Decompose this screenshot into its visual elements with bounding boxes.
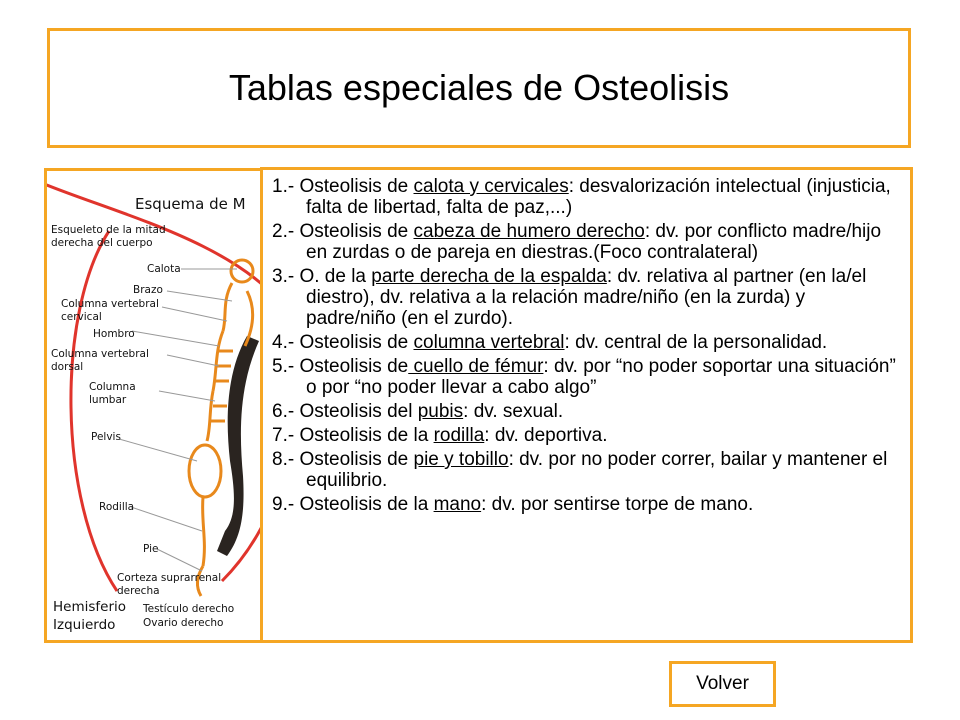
list-item: 7.- Osteolisis de la rodilla: dv. deportiva. <box>272 425 608 446</box>
label-col-lumbar: Columna lumbar <box>89 381 136 406</box>
list-item: 5.- Osteolisis de cuello de fémur: dv. por “no poder soportar una situación” o por “no poder llevar a cabo algo” <box>272 356 896 398</box>
list-item: 2.- Osteolisis de cabeza de humero derecho: dv. por conflicto madre/hijo en zurdas o de pareja en diestras.(Foco contralateral) <box>272 221 882 263</box>
osteolysis-list <box>260 167 913 643</box>
list-item: 1.- Osteolisis de calota y cervicales: desvalorización intelectual (injusticia, falta de libertad, falta de paz,...) <box>272 176 891 218</box>
list-item: 6.- Osteolisis del pubis: dv. sexual. <box>272 401 564 422</box>
title-box <box>47 28 911 148</box>
list-item: 4.- Osteolisis de columna vertebral: dv. central de la personalidad. <box>272 332 828 353</box>
back-button[interactable]: Volver <box>669 661 776 707</box>
label-calota: Calota <box>147 263 181 275</box>
brain-diagram <box>44 168 274 643</box>
label-brazo: Brazo <box>133 284 163 296</box>
label-rodilla: Rodilla <box>99 501 135 513</box>
medulla-band <box>217 336 259 556</box>
label-testiculo: Testículo derecho <box>143 603 235 615</box>
list-item: 8.- Osteolisis de pie y tobillo: dv. por no poder correr, bailar y mantener el equilibrio. <box>272 449 888 491</box>
label-col-dorsal: Columna vertebral dorsal <box>51 348 149 373</box>
label-pelvis: Pelvis <box>91 431 121 443</box>
label-esqueleto: Esqueleto de la mitad derecha del cuerpo <box>51 224 166 249</box>
label-corteza: Corteza suprarrenal derecha <box>117 572 222 597</box>
label-hombro: Hombro <box>93 328 135 340</box>
list-item: 9.- Osteolisis de la mano: dv. por sentirse torpe de mano. <box>272 494 754 515</box>
label-col-cervical: Columna vertebral cervical <box>61 298 159 323</box>
list-item: 3.- O. de la parte derecha de la espalda: dv. relativa al partner (en la/el diestro), dv. relativa a la relación madre/niño (en la zurda) y padre/niño (en el zurdo). <box>272 266 867 329</box>
brain-outline-left <box>71 231 117 591</box>
label-hemisferio: Hemisferio Izquierdo <box>53 599 127 633</box>
diagram-heading: Esquema de M <box>135 195 246 213</box>
label-pie: Pie <box>143 543 159 555</box>
page-title: Tablas especiales de Osteolisis <box>228 67 730 108</box>
label-ovario: Ovario derecho <box>143 617 224 629</box>
